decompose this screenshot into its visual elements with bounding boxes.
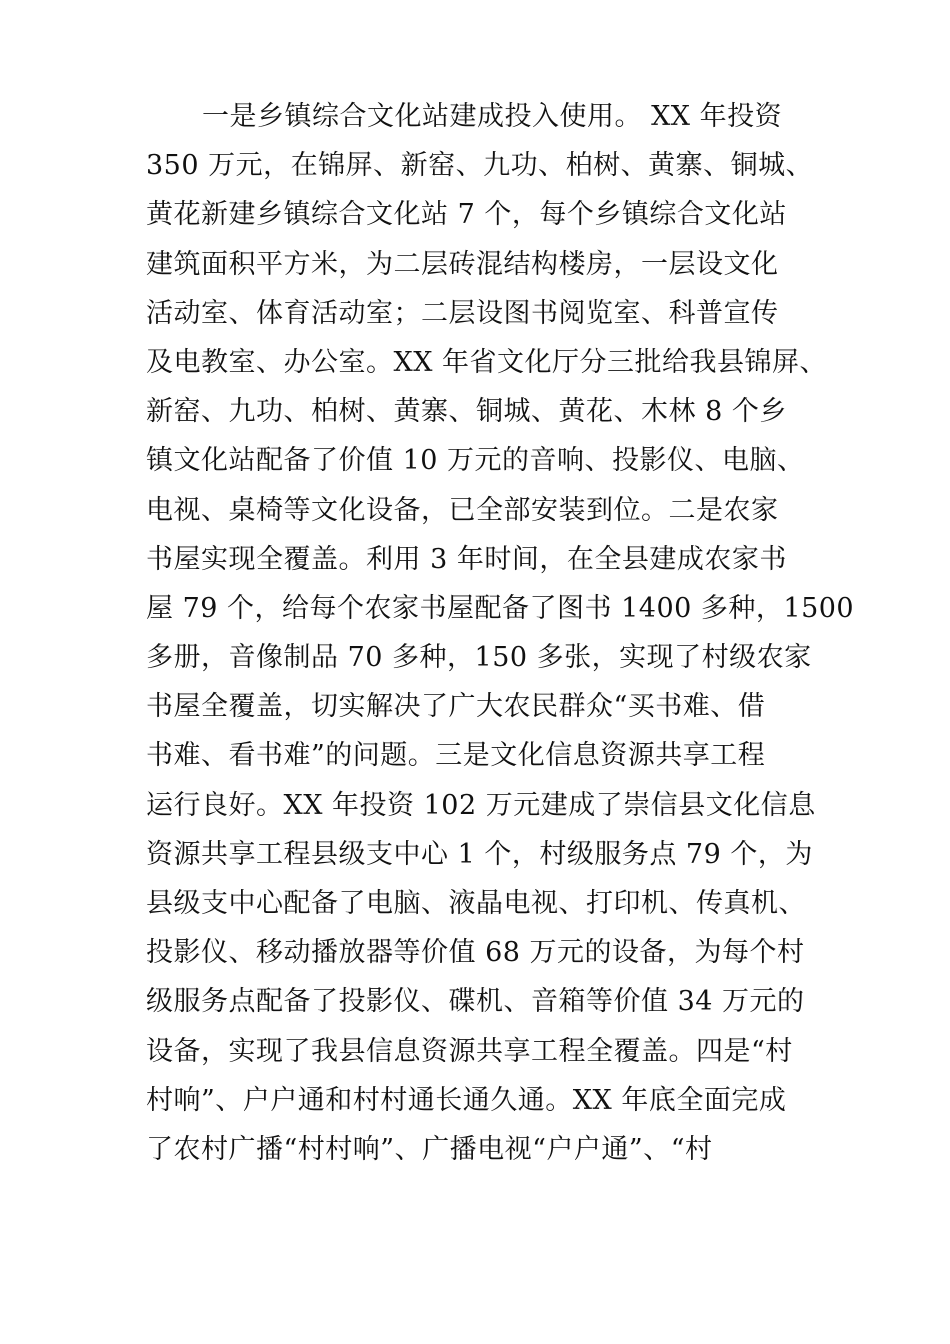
text-line: 村响”、户户通和村村通长通久通。XX 年底全面完成 (146, 1084, 787, 1116)
text-line: 县级支中心配备了电脑、液晶电视、打印机、传真机、 (146, 888, 806, 919)
text-line: 书屋实现全覆盖。利用 3 年时间，在全县建成农家书 (146, 543, 787, 575)
body-paragraph (146, 92, 855, 1174)
text-line: 资源共享工程县级支中心 1 个，村级服务点 79 个，为 (146, 838, 813, 870)
text-line: 黄花新建乡镇综合文化站 7 个，每个乡镇综合文化站 (146, 199, 787, 231)
text-line: 及电教室、办公室。XX 年省文化厅分三批给我县锦屏、 (146, 346, 828, 378)
text-line: 投影仪、移动播放器等价值 68 万元的设备，为每个村 (146, 937, 805, 969)
text-line: 活动室、体育活动室；二层设图书阅览室、科普宣传 (146, 297, 779, 329)
text-line: 级服务点配备了投影仪、碟机、音箱等价值 34 万元的 (146, 986, 805, 1018)
text-line: 建筑面积平方米，为二层砖混结构楼房，一层设文化 (146, 248, 779, 280)
text-line: 350 万元，在锦屏、新窑、九功、柏树、黄寨、铜城、 (146, 150, 814, 182)
text-line: 多册，音像制品 70 多种，150 多张，实现了村级农家 (146, 642, 812, 674)
text-line: 新窑、九功、柏树、黄寨、铜城、黄花、木林 8 个乡 (146, 396, 787, 428)
text-line: 书屋全覆盖，切实解决了广大农民群众“买书难、借 (146, 691, 766, 723)
text-line: 镇文化站配备了价值 10 万元的音响、投影仪、电脑、 (146, 445, 805, 477)
text-line: 书难、看书难”的问题。三是文化信息资源共享工程 (146, 740, 766, 772)
text-line: 屋 79 个，给每个农家书屋配备了图书 1400 多种，1500 (146, 592, 855, 624)
text-line: 一是乡镇综合文化站建成投入使用。 XX 年投资 (202, 101, 783, 132)
text-line: 电视、桌椅等文化设备，已全部安装到位。二是农家 (146, 494, 779, 526)
text-line: 运行良好。XX 年投资 102 万元建成了崇信县文化信息 (146, 789, 816, 821)
text-line: 设备，实现了我县信息资源共享工程全覆盖。四是“村 (146, 1035, 793, 1067)
text-line: 了农村广播“村村响”、广播电视“户户通”、“村 (146, 1133, 713, 1165)
